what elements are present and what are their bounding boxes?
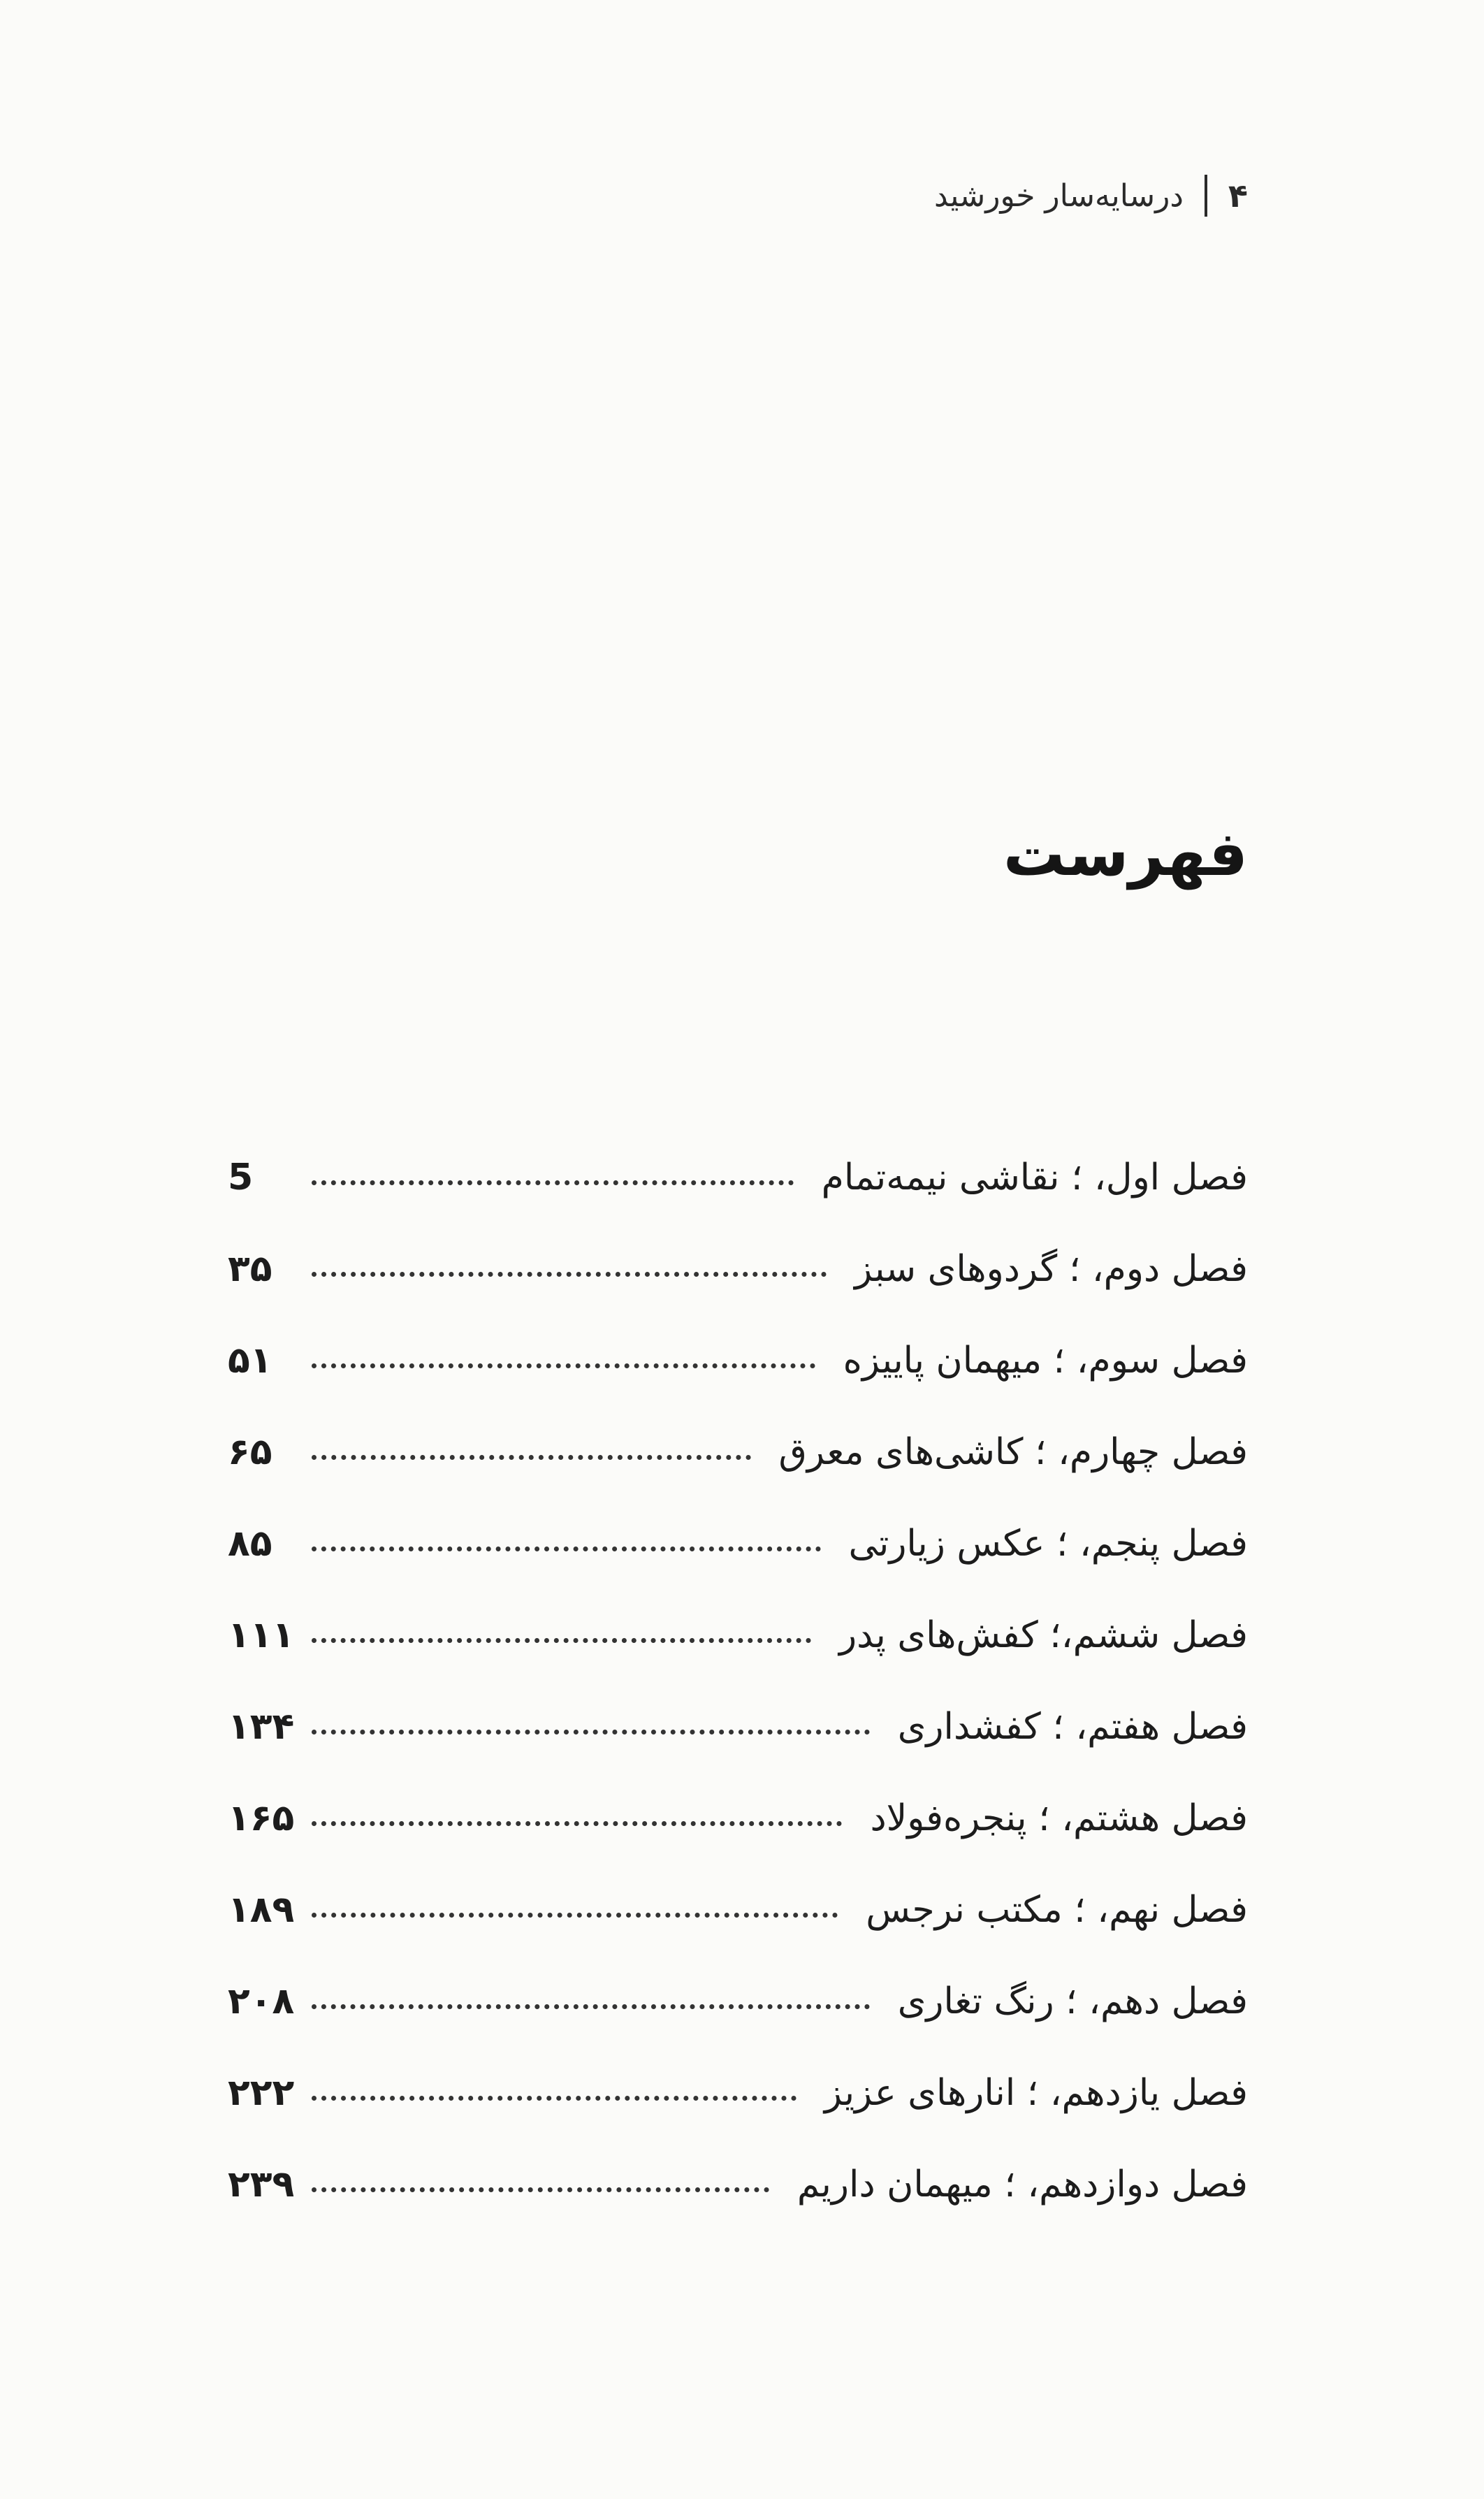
toc-entry [228,1431,1248,1523]
header-divider [1205,175,1207,217]
toc-entry-title: فصل هفتم، ؛ کفشداری [897,1706,1248,1748]
toc-dot-leader [312,1547,821,1551]
toc-entry-page: ۱۱۱ [228,1614,295,1656]
toc-dot-leader [312,2004,870,2009]
toc-dot-leader [312,1638,811,1643]
toc-entry [228,1980,1248,2072]
toc-entry-title: فصل هشتم، ؛ پنجره‌فولاد [870,1797,1248,1839]
toc-entry-title: فصل دوازدهم، ؛ میهمان داریم [796,2164,1248,2205]
toc-dot-leader [312,1272,827,1277]
toc-entry [228,1523,1248,1614]
toc-entry-page: ۸۵ [228,1523,272,1565]
toc-dot-leader [312,2096,796,2101]
toc-entry-page: ۱۳۴ [228,1706,295,1748]
toc-dot-leader [312,1180,794,1185]
toc-entry-page: ۲۳۹ [228,2164,295,2205]
toc-entry [228,1248,1248,1340]
toc-entry [228,2072,1248,2164]
toc-entry-title: فصل سوم، ؛ میهمان پاییزه [843,1340,1248,1382]
toc-entry-page: ۵۱ [228,1340,272,1382]
toc-entry-title: فصل دوم، ؛ گردوهای سبز [854,1248,1248,1290]
toc-entry [228,1797,1248,1889]
toc-entry [228,2164,1248,2255]
toc-entry [228,1157,1248,1248]
toc-heading: فهرست [1003,818,1248,890]
toc-dot-leader [312,2187,769,2192]
toc-entry [228,1340,1248,1431]
toc-entry [228,1614,1248,1706]
running-head [934,175,1248,217]
page-number: ۴ [1228,177,1248,215]
toc-entry-page: 5 [228,1157,254,1198]
toc-entry-title: فصل نهم، ؛ مکتب نرجس [866,1889,1248,1931]
toc-dot-leader [312,1363,815,1368]
toc-entry-title: فصل اول، ؛ نقاشی نیمه‌تمام [821,1157,1248,1198]
toc-entry-page: ۱۶۵ [228,1797,295,1839]
toc-dot-leader [312,1730,870,1734]
toc-entry-title: فصل دهم، ؛ رنگ تغاری [897,1980,1248,2022]
toc-entry-title: فصل پنجم، ؛ عکس زیارتی [848,1523,1248,1565]
toc-entry-page: ۲۰۸ [228,1980,295,2022]
toc-entry-page: ۱۸۹ [228,1889,295,1931]
book-title: درسایه‌سار خورشید [934,178,1184,214]
toc-entry-page: ۲۲۲ [228,2072,295,2114]
toc-dot-leader [312,1913,838,1918]
toc-dot-leader [312,1821,842,1826]
toc-entry-title: فصل یازدهم، ؛ انارهای عزیز [824,2072,1248,2114]
toc-entry [228,1889,1248,1980]
toc-entry [228,1706,1248,1797]
toc-dot-leader [312,1455,751,1460]
toc-entry-page: ۳۵ [228,1248,272,1290]
toc-entry-page: ۶۵ [228,1431,272,1473]
toc-list [228,1157,1248,2255]
toc-entry-title: فصل چهارم، ؛ کاشی‌های معرق [778,1431,1248,1473]
toc-entry-title: فصل ششم،؛ کفش‌های پدر [839,1614,1248,1656]
